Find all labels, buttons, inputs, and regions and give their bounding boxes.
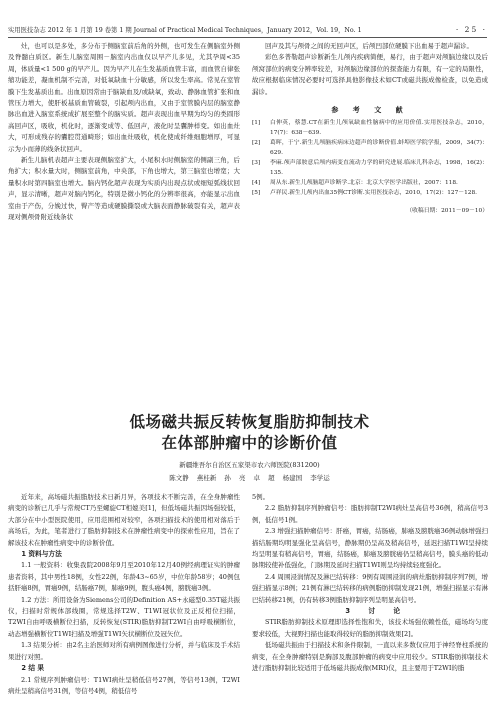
reference-number: [2]	[252, 140, 261, 147]
reference-number: [4]	[252, 180, 261, 187]
paragraph: 近年来，高场磁共振脂肪技术日新月异，各项技术不断完善，在全身肿瘤性病变的诊断已几乎与常规CT乃至螺旋CT相媲美[1]，但低场磁共振因场强较低，大部分在中小型医院使用，应用范围相对较窄，各项扫描技术的使用相对落后于高场后，为此，笔者进行了脂肪抑制技术在肿瘤性病变中的探索性应用，旨在了解该技术在肿瘤性病变中的诊断价值。	[8, 493, 240, 547]
reference-text: 葛晖，于宁.新生儿颅脑疾病床边超声的诊断价值.蚌埠医学院学报，2009，34(7)：629.	[270, 140, 488, 157]
section-heading: 3 讨 论	[345, 607, 409, 616]
article-title-line2: 在体部肿瘤中的诊断价值	[161, 434, 338, 452]
paragraph: 低场磁共振由于扫描技术和条件限制，一直以来多数仅应用于神经脊柱系统的病变，在全身肿瘤特别是胸部及腹部肿瘤的病变中应用较少。STIR脂肪抑制技术进行脂肪抑制比较适用于低场磁共振成像(MRI)仪，且主要用于T2WI的脂	[252, 641, 488, 673]
reference-item	[252, 158, 488, 178]
section-heading: 2 结 果	[21, 664, 45, 673]
paragraph: 新生儿脑机表超声主要表现侧脑室扩大，小尾积水时侧脑室的侧副三角，后角扩大；积水量大时，侧脑室前角，中央部，下角也增大，第三脑室也增宽；大量积水时第四脑室也增大。脑内钙化超声表现为实质内出现点状或细短弧线状回声，显示清晰，超声对脑内钙化，特别是微小钙化的分辨率很高，亦能显示出血室由于产伤，分娩过快，臀产等造成硬膜撕裂或大脑表面静脉破裂有关，超声表现对侧颅骨附近线条状	[8, 156, 240, 222]
paragraph: 彩色多普勒超声诊断新生儿颅内疾病简便，易行，由于超声对颅脑边缘以及后颅窝部位的病变分辨率较差，对颅脑边缘部位的探查能力有限，有一定的局限性，故应根据临床情况必要时可选择具他影像技术如CT或磁共振成像检查，以免造成漏诊。	[252, 53, 488, 96]
section-heading: 1 资料与方法	[21, 550, 62, 559]
reference-number: [3]	[252, 160, 261, 167]
paragraph: 1.3 结果分析：由2名主治医师对所有病例图像进行分析，并与临床及手术结果进行对照。	[8, 641, 240, 661]
page-number: · 25 ·	[455, 25, 487, 34]
affiliation: 新疆维吾尔自治区五家渠市农六师医院(831200)	[179, 461, 320, 469]
paragraph: 2.4 周围浸润情况及淋巴结转移：9例有周围浸润的病灶脂肪抑制序列7例，增强扫描显示8例；21例有淋巴结转移的病例脂肪抑制发现21例，增强扫描显示有淋巴结转移21例，仍有转移3例脂肪抑制序列呈明显高信号。	[252, 572, 488, 604]
reference-text: 周从东.新生儿颅脑超声诊断学.北京：北京大学医学出版社，2007：118.	[270, 180, 458, 187]
article-left-column	[8, 492, 240, 697]
paragraph: 1.1 一般资料：收集我院2008年9月至2010年12月40例经病理证实的肿瘤患者资料，其中男性18例，女性22例，年龄43~65岁，中位年龄58岁；40例包括肝癌8例，胃癌9例，结肠癌7例，肺癌9例，腹头癌4例，膀胱癌3例。	[8, 561, 240, 593]
paragraph: STIR脂肪抑制技术原理即选择性饱和失，该技术场强依赖性低，磁场均匀度要求较低，大视野扫描也能取得较好的脂肪抑制效果[2]。	[252, 618, 488, 638]
reference-item	[252, 178, 488, 188]
reference-text: 卢祥民.新生儿颅内出血35例CT诊断.实用医技杂志，2010，17(2)：127－128.	[270, 190, 478, 197]
authors: 陈文静 燕桂新 孙 亮 卓 超 杨建国 李学运	[169, 474, 330, 482]
reference-item	[252, 188, 488, 198]
paragraph: 2.3 增强扫描肿瘤信号：肝癌，胃癌，结肠癌，肺癌及膀胱癌36例动脉增强扫描结肠期均明显强化呈高信号，静脉期仍呈高及稍高信号，延迟扫描T1WI呈持续均呈明显有稍高信号，胃癌，结肠癌，肺癌及膀胱癌仍呈稍高信号，膜头癌的低动脉期较使补低强化，门脉期及延时扫描T1WI则呈均持续轻度强化。	[252, 527, 488, 570]
reference-item	[252, 118, 488, 138]
reference-text: 白伸英，蔡慧.CT在新生儿颅氧缺血性脑病中的应用价值.实用医技杂志，2010，17(7)：638－639.	[270, 120, 488, 137]
paragraph: 灶，也可以是多处，多分布于侧脑室前后角的外侧，也可发生在侧脑室外侧及脊髓白质区。新生儿脑室周围－脑室内出血仅以早产儿多见，尤其孕周<35周，体质量<1 500 g的早产儿。因为早产儿在生发基质血管丰富，而血管自律张缩功能差，凝血机制不完善，对低氧缺血十分敏感，所以发生率高。常见在室管膜下生发基质出血。出血原因常由于脑缺血及/或缺氧，致动、静脉血管扩张和血管压力增大，使肝板基质血管破裂，引起颅内出血，又由于室管膜内层的脑室静脉出血进入脑室系统成扩展至整个的脑实质。超声表现出血早期为均匀的类圆形高回声区，吸收，机化时，逐渐变成等、低回声，液化时呈囊肿样变。如出血灶大，可形成残存的囊腔贯通畸形；如出血灶吸收，机化使成纤维细胞增厚，可显示为小而薄的线条状回声。	[8, 42, 240, 153]
paragraph: 回声及其与颅骨之间的无回声区，后颅凹部位硬膜下出血易于超声漏诊。	[265, 42, 473, 50]
article-title-line1: 低场磁共振反转恢复脂肪抑制技术	[129, 413, 370, 431]
reference-number: [5]	[252, 190, 261, 197]
reference-item	[252, 138, 488, 158]
running-head	[8, 22, 487, 38]
reference-text: 李麻.颅声部胺意后颅内病变直流动力学的研究进展.临床儿科杂志，1998，16(2)：135.	[270, 160, 488, 177]
running-head-journal: 实用医技杂志 2012 年 1 月第 19 卷第 1 期 Journal of Practical Medical Techniques，January 2012，Vol. 19，No. 1	[8, 27, 362, 34]
reference-list	[252, 118, 488, 198]
article-right-column	[252, 492, 488, 675]
reference-number: [1]	[252, 120, 261, 127]
paragraph: 5例。	[252, 493, 270, 501]
previous-article-left-column	[8, 41, 240, 224]
paragraph: 1.2 方法：所用设备为Siemens公司的Definition AS+永磁型0.35T磁共振仪，扫描时常规体部线圈，常规选择T2W、T1WI冠状位及正反相位扫描，T2WI自由呼吸横断位扫描，反转恢复(STIR)脂肪抑制T2WI自由呼吸横断位，动态增强横断位T1WI扫描及增强T1WI矢状横断位及冠矢位。	[8, 595, 240, 638]
paragraph: 2.1 常规序列肿瘤信号：T1WI病灶呈稍低信号27例，等信号13例，T2WI病灶呈稍高信号31例，等信号4例，稍低信号	[8, 675, 240, 695]
paragraph: 2.2 脂肪抑制序列肿瘤信号：脂肪抑制T2WI病灶呈高信号36例，稍高信号3例，低信号1例。	[252, 504, 488, 524]
references-heading: 参 考 文 献	[331, 105, 409, 115]
received-date: （收稿日期：2011－09－10）	[406, 208, 488, 215]
previous-article-right-column	[252, 41, 488, 218]
